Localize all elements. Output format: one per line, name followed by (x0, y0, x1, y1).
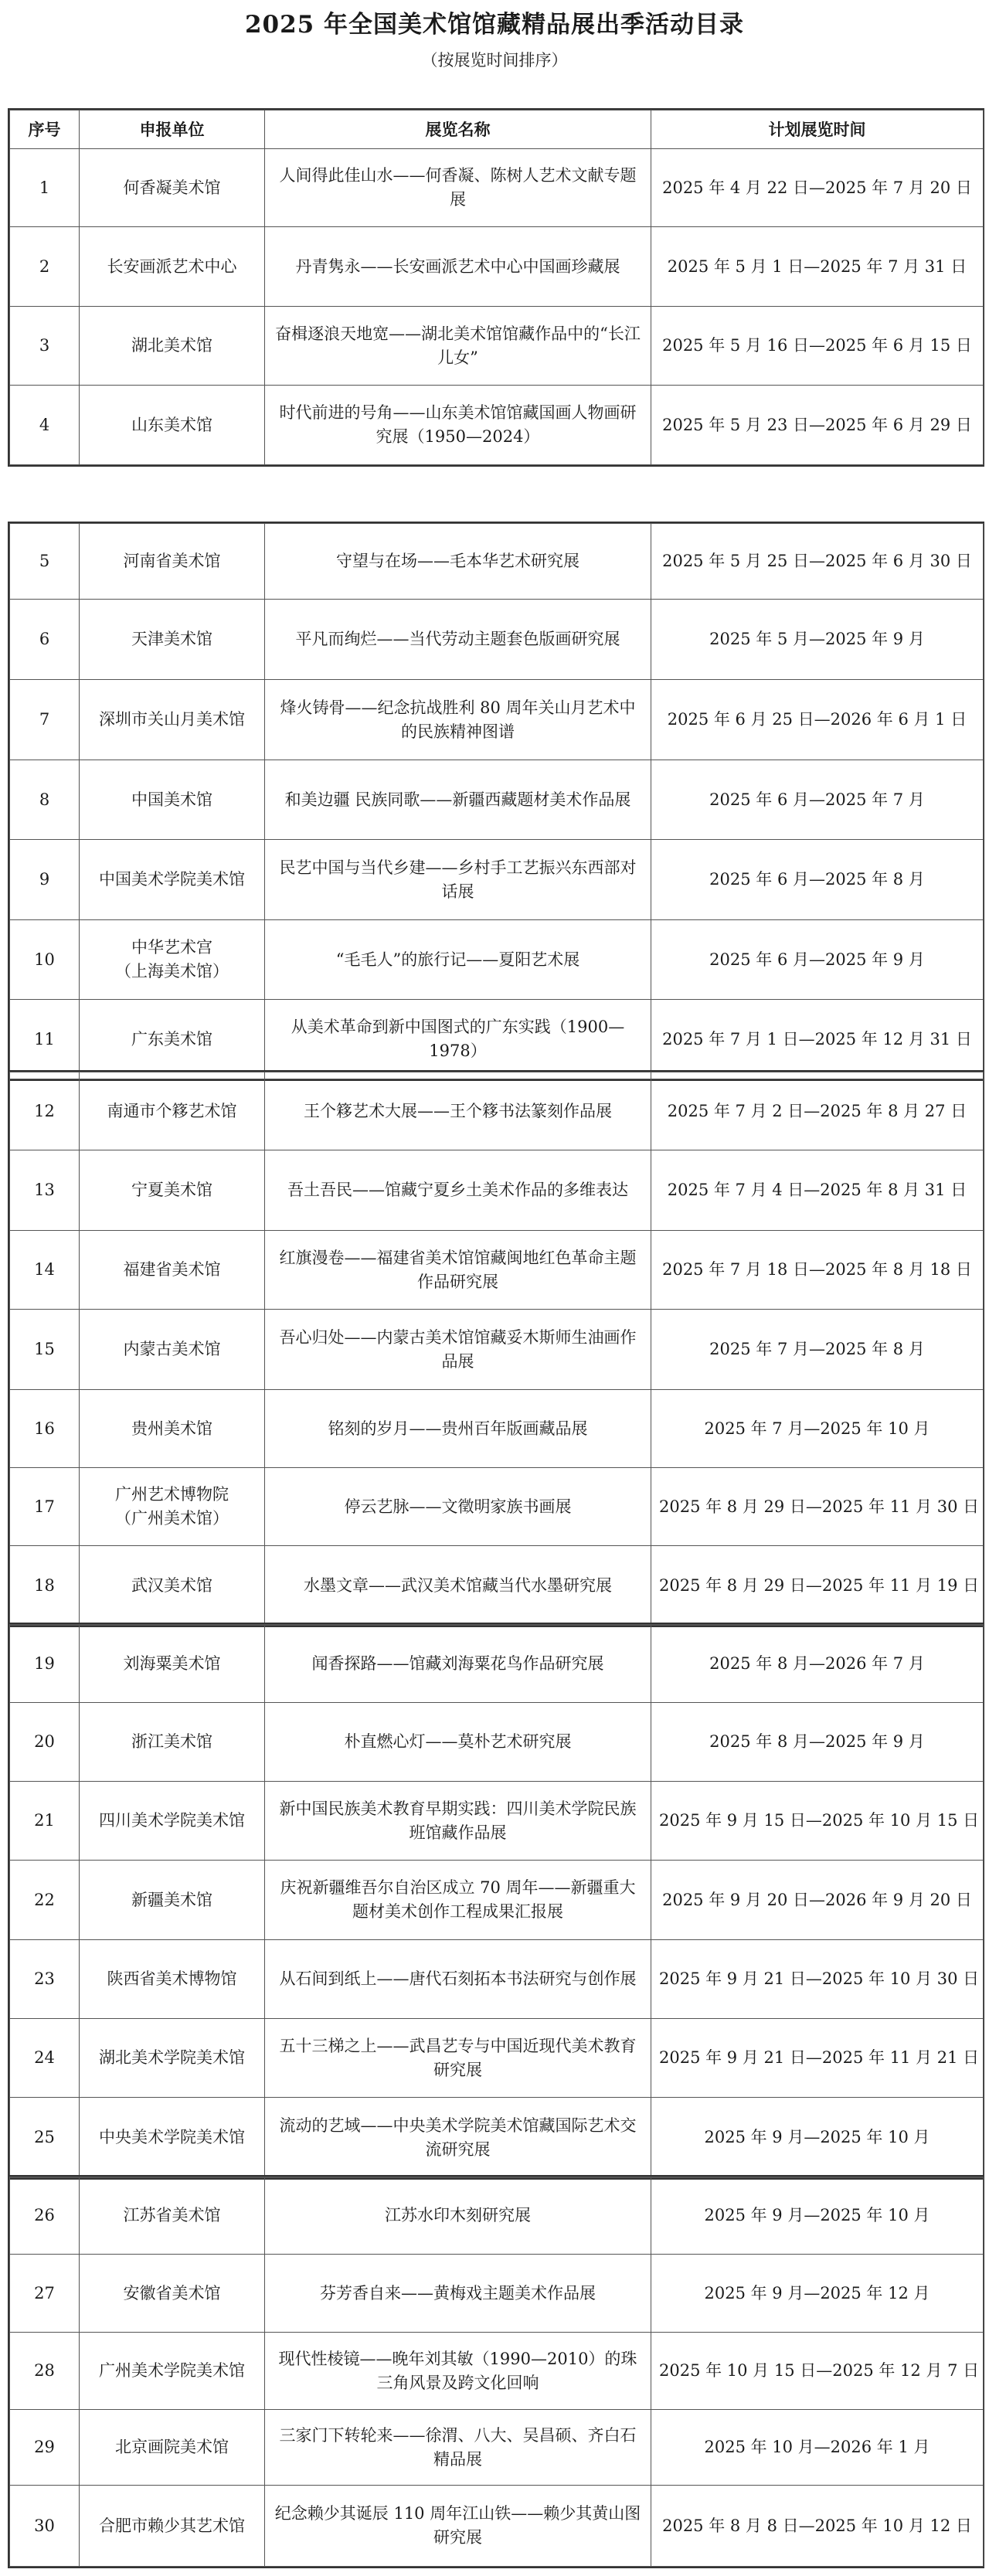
table-row (10, 1310, 984, 1390)
row-exhibition-title: 芬芳香自来——黄梅戏主题美术作品展 (265, 2255, 651, 2333)
row-number: 30 (10, 2486, 80, 2567)
row-exhibition-time: 2025 年 9 月—2025 年 10 月 (651, 2177, 984, 2255)
row-number: 3 (10, 307, 80, 386)
row-exhibition-title: 守望与在场——毛本华艺术研究展 (265, 524, 651, 600)
exhibition-table (9, 1624, 984, 2178)
row-unit: 中央美术学院美术馆 (80, 2098, 265, 2178)
row-exhibition-title: 从石间到纸上——唐代石刻拓本书法研究与创作展 (265, 1940, 651, 2019)
row-number: 5 (10, 524, 80, 600)
row-exhibition-time: 2025 年 4 月 22 日—2025 年 7 月 20 日 (651, 149, 984, 227)
table-page-block (8, 522, 984, 1081)
row-number: 10 (10, 920, 80, 1000)
unit-alias-line: （上海美术馆） (115, 962, 229, 980)
row-exhibition-time: 2025 年 7 月 2 日—2025 年 8 月 27 日 (651, 1072, 984, 1150)
table-header-row (10, 110, 984, 149)
row-unit: 长安画派艺术中心 (80, 227, 265, 307)
table-row (10, 307, 984, 386)
row-unit: 中国美术学院美术馆 (80, 840, 265, 920)
table-row (10, 2255, 984, 2333)
row-unit: 四川美术学院美术馆 (80, 1782, 265, 1861)
row-unit: 福建省美术馆 (80, 1231, 265, 1310)
table-row (10, 840, 984, 920)
row-exhibition-title: 民艺中国与当代乡建——乡村手工艺振兴东西部对话展 (265, 840, 651, 920)
table-row (10, 1782, 984, 1861)
table-row (10, 1861, 984, 1940)
row-number: 15 (10, 1310, 80, 1390)
row-exhibition-time: 2025 年 7 月 18 日—2025 年 8 月 18 日 (651, 1231, 984, 1310)
row-exhibition-title: 停云艺脉——文徵明家族书画展 (265, 1468, 651, 1546)
row-unit: 北京画院美术馆 (80, 2410, 265, 2486)
row-exhibition-title: 从美术革命到新中国图式的广东实践（1900—1978） (265, 1000, 651, 1079)
exhibition-table (9, 2177, 984, 2567)
row-exhibition-time: 2025 年 9 月—2025 年 10 月 (651, 2098, 984, 2178)
table-row (10, 1150, 984, 1231)
row-unit: 合肥市赖少其艺术馆 (80, 2486, 265, 2567)
exhibition-table (9, 523, 984, 1079)
row-exhibition-title: 奋楫逐浪天地宽——湖北美术馆馆藏作品中的“长江儿女” (265, 307, 651, 386)
row-exhibition-time: 2025 年 7 月—2025 年 10 月 (651, 1390, 984, 1468)
table-row (10, 2019, 984, 2098)
row-number: 1 (10, 149, 80, 227)
row-exhibition-time: 2025 年 7 月—2025 年 8 月 (651, 1310, 984, 1390)
row-number: 6 (10, 600, 80, 680)
row-exhibition-time: 2025 年 5 月—2025 年 9 月 (651, 600, 984, 680)
row-exhibition-title: 和美边疆 民族同歌——新疆西藏题材美术作品展 (265, 760, 651, 840)
row-exhibition-time: 2025 年 9 月—2025 年 12 月 (651, 2255, 984, 2333)
table-row (10, 1231, 984, 1310)
table-row (10, 1625, 984, 1703)
table-row (10, 149, 984, 227)
row-unit: 安徽省美术馆 (80, 2255, 265, 2333)
row-number: 8 (10, 760, 80, 840)
row-exhibition-time: 2025 年 9 月 21 日—2025 年 10 月 30 日 (651, 1940, 984, 2019)
table-row (10, 1000, 984, 1079)
table-page-block (8, 2175, 984, 2568)
header-time: 计划展览时间 (651, 110, 984, 149)
row-exhibition-time: 2025 年 5 月 25 日—2025 年 6 月 30 日 (651, 524, 984, 600)
table-page-block (8, 1623, 984, 2180)
exhibition-table (9, 1072, 984, 1626)
document-subtitle: （按展览时间排序） (421, 51, 568, 70)
row-number: 18 (10, 1546, 80, 1626)
row-number: 14 (10, 1231, 80, 1310)
table-row (10, 386, 984, 465)
row-exhibition-title: “毛毛人”的旅行记——夏阳艺术展 (265, 920, 651, 1000)
row-number: 19 (10, 1625, 80, 1703)
header-number: 序号 (10, 110, 80, 149)
unit-name-line: 广州艺术博物院 (115, 1485, 229, 1504)
row-unit: 中国美术馆 (80, 760, 265, 840)
row-exhibition-title: 人间得此佳山水——何香凝、陈树人艺术文献专题展 (265, 149, 651, 227)
row-exhibition-time: 2025 年 9 月 20 日—2026 年 9 月 20 日 (651, 1861, 984, 1940)
document-title: 2025 年全国美术馆馆藏精品展出季活动目录 (244, 11, 745, 39)
table-row (10, 2177, 984, 2255)
row-number: 24 (10, 2019, 80, 2098)
row-exhibition-time: 2025 年 7 月 1 日—2025 年 12 月 31 日 (651, 1000, 984, 1079)
row-exhibition-title: 红旗漫卷——福建省美术馆馆藏闽地红色革命主题作品研究展 (265, 1231, 651, 1310)
table-row (10, 1072, 984, 1150)
row-exhibition-time: 2025 年 6 月 25 日—2026 年 6 月 1 日 (651, 680, 984, 760)
row-number: 13 (10, 1150, 80, 1231)
row-exhibition-time: 2025 年 7 月 4 日—2025 年 8 月 31 日 (651, 1150, 984, 1231)
row-unit: 内蒙古美术馆 (80, 1310, 265, 1390)
row-exhibition-time: 2025 年 6 月—2025 年 8 月 (651, 840, 984, 920)
table-row (10, 2098, 984, 2178)
row-number: 22 (10, 1861, 80, 1940)
row-unit (80, 920, 265, 1000)
table-row (10, 1703, 984, 1782)
row-number: 29 (10, 2410, 80, 2486)
row-exhibition-time: 2025 年 6 月—2025 年 7 月 (651, 760, 984, 840)
row-unit: 宁夏美术馆 (80, 1150, 265, 1231)
table-row (10, 920, 984, 1000)
row-unit: 刘海粟美术馆 (80, 1625, 265, 1703)
table-page-block (8, 108, 984, 467)
row-unit: 河南省美术馆 (80, 524, 265, 600)
row-number: 4 (10, 386, 80, 465)
header-unit: 申报单位 (80, 110, 265, 149)
row-number: 28 (10, 2333, 80, 2410)
row-unit: 武汉美术馆 (80, 1546, 265, 1626)
row-exhibition-title: 流动的艺域——中央美术学院美术馆藏国际艺术交流研究展 (265, 2098, 651, 2178)
row-exhibition-title: 平凡而绚烂——当代劳动主题套色版画研究展 (265, 600, 651, 680)
row-number: 23 (10, 1940, 80, 2019)
row-number: 26 (10, 2177, 80, 2255)
row-exhibition-time: 2025 年 8 月—2025 年 9 月 (651, 1703, 984, 1782)
row-exhibition-time: 2025 年 9 月 15 日—2025 年 10 月 15 日 (651, 1782, 984, 1861)
row-exhibition-time: 2025 年 9 月 21 日—2025 年 11 月 21 日 (651, 2019, 984, 2098)
row-unit (80, 1468, 265, 1546)
row-exhibition-title: 吾心归处——内蒙古美术馆馆藏妥木斯师生油画作品展 (265, 1310, 651, 1390)
row-number: 11 (10, 1000, 80, 1079)
row-number: 12 (10, 1072, 80, 1150)
row-exhibition-title: 闻香探路——馆藏刘海粟花鸟作品研究展 (265, 1625, 651, 1703)
row-number: 16 (10, 1390, 80, 1468)
row-exhibition-time: 2025 年 8 月 8 日—2025 年 10 月 12 日 (651, 2486, 984, 2567)
row-unit: 何香凝美术馆 (80, 149, 265, 227)
row-exhibition-title: 丹青隽永——长安画派艺术中心中国画珍藏展 (265, 227, 651, 307)
row-exhibition-title: 现代性棱镜——晚年刘其敏（1990—2010）的珠三角风景及跨文化回响 (265, 2333, 651, 2410)
row-exhibition-title: 纪念赖少其诞辰 110 周年江山铁——赖少其黄山图研究展 (265, 2486, 651, 2567)
row-unit: 广东美术馆 (80, 1000, 265, 1079)
row-exhibition-title: 铭刻的岁月——贵州百年版画藏品展 (265, 1390, 651, 1468)
exhibition-table (9, 110, 984, 465)
row-unit: 广州美术学院美术馆 (80, 2333, 265, 2410)
row-unit: 天津美术馆 (80, 600, 265, 680)
row-exhibition-time: 2025 年 8 月—2026 年 7 月 (651, 1625, 984, 1703)
row-number: 25 (10, 2098, 80, 2178)
row-unit: 南通市个簃艺术馆 (80, 1072, 265, 1150)
table-row (10, 2333, 984, 2410)
row-unit: 陕西省美术博物馆 (80, 1940, 265, 2019)
row-unit: 山东美术馆 (80, 386, 265, 465)
table-row (10, 680, 984, 760)
row-exhibition-time: 2025 年 8 月 29 日—2025 年 11 月 30 日 (651, 1468, 984, 1546)
row-unit: 湖北美术馆 (80, 307, 265, 386)
row-unit: 江苏省美术馆 (80, 2177, 265, 2255)
table-row (10, 227, 984, 307)
table-row (10, 2410, 984, 2486)
row-unit: 浙江美术馆 (80, 1703, 265, 1782)
row-number: 20 (10, 1703, 80, 1782)
row-exhibition-title: 水墨文章——武汉美术馆藏当代水墨研究展 (265, 1546, 651, 1626)
row-exhibition-title: 三家门下转轮来——徐渭、八大、吴昌硕、齐白石精品展 (265, 2410, 651, 2486)
row-exhibition-time: 2025 年 5 月 16 日—2025 年 6 月 15 日 (651, 307, 984, 386)
row-number: 21 (10, 1782, 80, 1861)
row-unit: 贵州美术馆 (80, 1390, 265, 1468)
row-number: 2 (10, 227, 80, 307)
table-row (10, 1390, 984, 1468)
row-exhibition-title: 吾土吾民——馆藏宁夏乡土美术作品的多维表达 (265, 1150, 651, 1231)
row-number: 7 (10, 680, 80, 760)
row-exhibition-title: 五十三梯之上——武昌艺专与中国近现代美术教育研究展 (265, 2019, 651, 2098)
row-exhibition-time: 2025 年 10 月 15 日—2025 年 12 月 7 日 (651, 2333, 984, 2410)
row-exhibition-time: 2025 年 8 月 29 日—2025 年 11 月 19 日 (651, 1546, 984, 1626)
row-exhibition-title: 烽火铸骨——纪念抗战胜利 80 周年关山月艺术中的民族精神图谱 (265, 680, 651, 760)
row-number: 17 (10, 1468, 80, 1546)
unit-name-line: 中华艺术宫 (131, 938, 212, 957)
row-exhibition-time: 2025 年 10 月—2026 年 1 月 (651, 2410, 984, 2486)
table-row (10, 1546, 984, 1626)
table-row (10, 760, 984, 840)
table-row (10, 600, 984, 680)
row-exhibition-time: 2025 年 5 月 23 日—2025 年 6 月 29 日 (651, 386, 984, 465)
row-number: 27 (10, 2255, 80, 2333)
unit-alias-line: （广州美术馆） (115, 1509, 229, 1528)
row-exhibition-time: 2025 年 5 月 1 日—2025 年 7 月 31 日 (651, 227, 984, 307)
row-exhibition-title: 时代前进的号角——山东美术馆馆藏国画人物画研究展（1950—2024） (265, 386, 651, 465)
table-row (10, 524, 984, 600)
row-exhibition-time: 2025 年 6 月—2025 年 9 月 (651, 920, 984, 1000)
row-unit: 深圳市关山月美术馆 (80, 680, 265, 760)
table-row (10, 1468, 984, 1546)
row-exhibition-title: 庆祝新疆维吾尔自治区成立 70 周年——新疆重大题材美术创作工程成果汇报展 (265, 1861, 651, 1940)
row-number: 9 (10, 840, 80, 920)
row-exhibition-title: 朴直燃心灯——莫朴艺术研究展 (265, 1703, 651, 1782)
table-row (10, 2486, 984, 2567)
row-unit: 新疆美术馆 (80, 1861, 265, 1940)
row-exhibition-title: 新中国民族美术教育早期实践：四川美术学院民族班馆藏作品展 (265, 1782, 651, 1861)
row-exhibition-title: 王个簃艺术大展——王个簃书法篆刻作品展 (265, 1072, 651, 1150)
row-exhibition-title: 江苏水印木刻研究展 (265, 2177, 651, 2255)
row-unit: 湖北美术学院美术馆 (80, 2019, 265, 2098)
table-row (10, 1940, 984, 2019)
table-page-block (8, 1070, 984, 1627)
header-title: 展览名称 (265, 110, 651, 149)
